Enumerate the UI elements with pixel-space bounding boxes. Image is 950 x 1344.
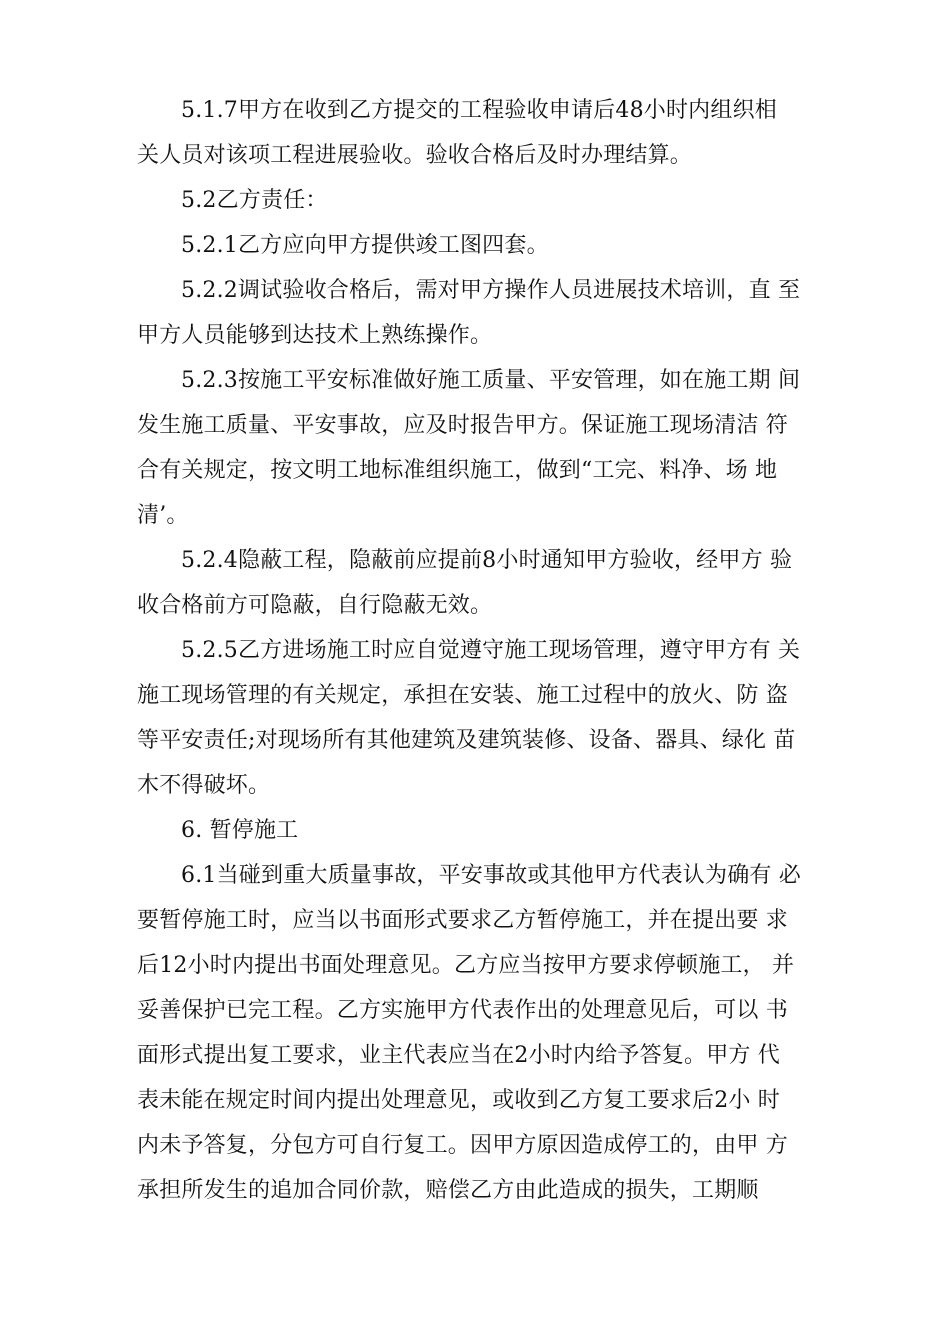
- text-line: 内未予答复，分包方可自行复工。因甲方原因造成停工的，由甲 方: [137, 1133, 788, 1158]
- text-line: 6.1当碰到重大质量事故，平安事故或其他甲方代表认为确有 必: [181, 863, 801, 888]
- text-line: 5.2.5乙方进场施工时应自觉遵守施工现场管理，遵守甲方有 关: [181, 638, 801, 663]
- text-line: 收合格前方可隐蔽，自行隐蔽无效。: [137, 593, 493, 618]
- text-line: 妥善保护已完工程。乙方实施甲方代表作出的处理意见后，可以 书: [137, 998, 788, 1023]
- text-line: 施工现场管理的有关规定，承担在安装、施工过程中的放火、防 盗: [137, 683, 788, 708]
- text-line: 后12小时内提出书面处理意见。乙方应当按甲方要求停顿施工， 并: [137, 953, 795, 978]
- text-line: 面形式提出复工要求，业主代表应当在2小时内给予答复。甲方 代: [137, 1043, 780, 1068]
- section-heading: 5.2乙方责任：: [181, 188, 328, 213]
- text-line: 甲方人员能够到达技术上熟练操作。: [137, 323, 493, 348]
- text-line: 5.1.7甲方在收到乙方提交的工程验收申请后48小时内组织相: [181, 98, 777, 123]
- text-line: 5.2.1乙方应向甲方提供竣工图四套。: [181, 233, 549, 258]
- text-line: 承担所发生的追加合同价款，赔偿乙方由此造成的损失，工期顺: [137, 1178, 759, 1203]
- text-line: 5.2.4隐蔽工程，隐蔽前应提前8小时通知甲方验收，经甲方 验: [181, 548, 793, 573]
- text-line: 等平安责任;对现场所有其他建筑及建筑装修、设备、器具、绿化 苗: [137, 728, 796, 753]
- text-line: 5.2.2调试验收合格后，需对甲方操作人员进展技术培训，直 至: [181, 278, 801, 303]
- text-line: 要暂停施工时，应当以书面形式要求乙方暂停施工，并在提出要 求: [137, 908, 788, 933]
- text-line: 表未能在规定时间内提出处理意见，或收到乙方复工要求后2小 时: [137, 1088, 780, 1113]
- text-line: 5.2.3按施工平安标准做好施工质量、平安管理，如在施工期 间: [181, 368, 801, 393]
- text-line: 发生施工质量、平安事故，应及时报告甲方。保证施工现场清洁 符: [137, 413, 788, 438]
- section-heading: 6. 暂停施工: [181, 818, 299, 843]
- text-line: 木不得破坏。: [137, 773, 271, 798]
- text-line: 关人员对该项工程进展验收。验收合格后及时办理结算。: [137, 143, 693, 168]
- text-line: 合有关规定，按文明工地标准组织施工，做到“工完、料净、场 地: [137, 458, 778, 483]
- text-line: 清’。: [137, 503, 189, 528]
